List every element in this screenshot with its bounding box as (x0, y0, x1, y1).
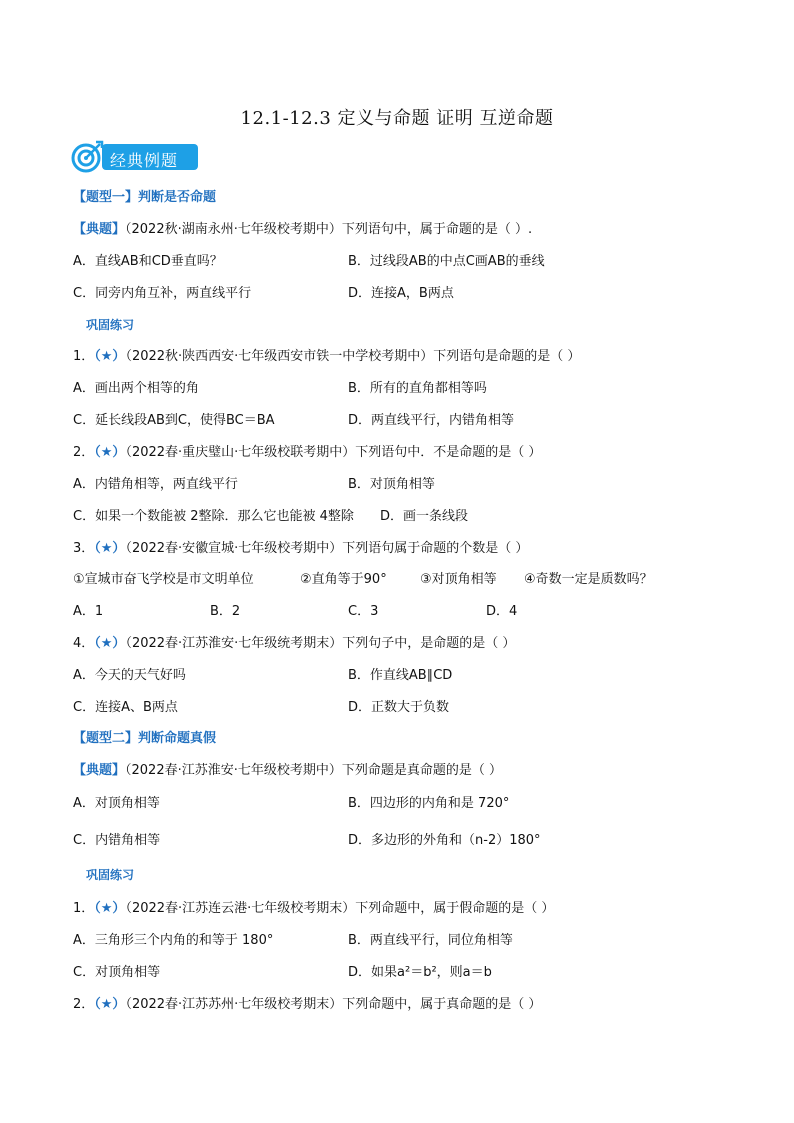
option-b: B．两直线平行，同位角相等 (348, 933, 513, 948)
example-question-1 (73, 218, 532, 237)
option-b: B．作直线AB∥CD (348, 668, 453, 683)
option-b: B．所有的直角都相等吗 (348, 381, 487, 396)
practice-question-3: 3．（★）（2022春·安徽宣城·七年级校考期中）下列语句属于命题的个数是（ ） (73, 541, 529, 556)
option-c: C．如果一个数能被 2整除．那么它也能被 4整除 (73, 509, 354, 524)
practice-question-4: 4．（★）（2022春·江苏淮安·七年级统考期末）下列句子中，是命题的是（ ） (73, 636, 516, 651)
statement-item: ④奇数一定是质数吗？ (524, 572, 653, 587)
option-b: B．过线段AB的中点C画AB的垂线 (348, 254, 545, 269)
option-c: C．3 (348, 604, 379, 619)
option-c: C．对顶角相等 (73, 965, 161, 980)
option-a: A．1 (73, 604, 104, 619)
option-d: D．连接A，B两点 (348, 286, 454, 301)
option-d: D．两直线平行，内错角相等 (348, 413, 515, 428)
example-tag: 【典题】 (73, 222, 126, 237)
option-c: C．延长线段AB到C，使得BC＝BA (73, 413, 275, 428)
example-tag: 【典题】 (73, 763, 126, 778)
option-d: D．4 (486, 604, 518, 619)
option-c: C．连接A、B两点 (73, 700, 178, 715)
option-a: A．三角形三个内角的和等于 180° (73, 933, 274, 948)
section-heading-1: 【题型一】判断是否命题 (73, 190, 217, 205)
option-d: D．画一条线段 (380, 509, 469, 524)
option-a: A．今天的天气好吗 (73, 668, 186, 683)
practice-heading-2: 巩固练习 (86, 868, 135, 882)
example-question-2 (73, 759, 502, 778)
practice-question-2: 2．（★）（2022春·重庆璧山·七年级校联考期中）下列语句中．不是命题的是（ ） (73, 445, 542, 460)
star-icon: （★） (94, 997, 126, 1012)
question-text: （2022秋·湖南永州·七年级校考期中）下列语句中，属于命题的是（ ）. (125, 222, 533, 237)
star-icon: （★） (94, 901, 126, 916)
option-b: B．四边形的内角和是 720° (348, 796, 510, 811)
star-icon: （★） (94, 445, 126, 460)
option-a: A．画出两个相等的角 (73, 381, 199, 396)
option-c: C．同旁内角互补，两直线平行 (73, 286, 252, 301)
star-icon: （★） (94, 636, 126, 651)
practice-question-2: 2．（★）（2022春·江苏苏州·七年级校考期末）下列命题中，属于真命题的是（ ） (73, 997, 542, 1012)
practice-question-1: 1．（★）（2022秋·陕西西安·七年级西安市铁一中学校考期中）下列语句是命题的是（ ） (73, 349, 581, 364)
option-d: D．正数大于负数 (348, 700, 450, 715)
option-c: C．内错角相等 (73, 833, 161, 848)
option-a: A．直线AB和CD垂直吗？ (73, 254, 223, 269)
classic-examples-banner (70, 140, 200, 174)
section-heading-2: 【题型二】判断命题真假 (73, 731, 217, 746)
practice-heading-1: 巩固练习 (86, 318, 135, 332)
option-a: A．对顶角相等 (73, 796, 160, 811)
statement-item: ③对顶角相等 (420, 572, 497, 587)
option-a: A．内错角相等，两直线平行 (73, 477, 238, 492)
option-b: B．对顶角相等 (348, 477, 435, 492)
page-title: 12.1-12.3 定义与命题 证明 互逆命题 (240, 108, 554, 129)
target-icon (70, 140, 104, 174)
option-d: D．如果a²＝b²，则a＝b (348, 965, 492, 980)
star-icon: （★） (94, 541, 126, 556)
statement-item: ①宣城市奋飞学校是市文明单位 (73, 572, 254, 587)
star-icon: （★） (94, 349, 126, 364)
option-b: B．2 (210, 604, 241, 619)
banner-label: 经典例题 (110, 151, 179, 170)
question-text: （2022春·江苏淮安·七年级校考期中）下列命题是真命题的是（ ） (125, 763, 502, 778)
statement-item: ②直角等于90° (300, 572, 387, 587)
option-d: D．多边形的外角和（n-2）180° (348, 833, 541, 848)
practice-question-1: 1．（★）（2022春·江苏连云港·七年级校考期末）下列命题中，属于假命题的是（ ） (73, 901, 555, 916)
